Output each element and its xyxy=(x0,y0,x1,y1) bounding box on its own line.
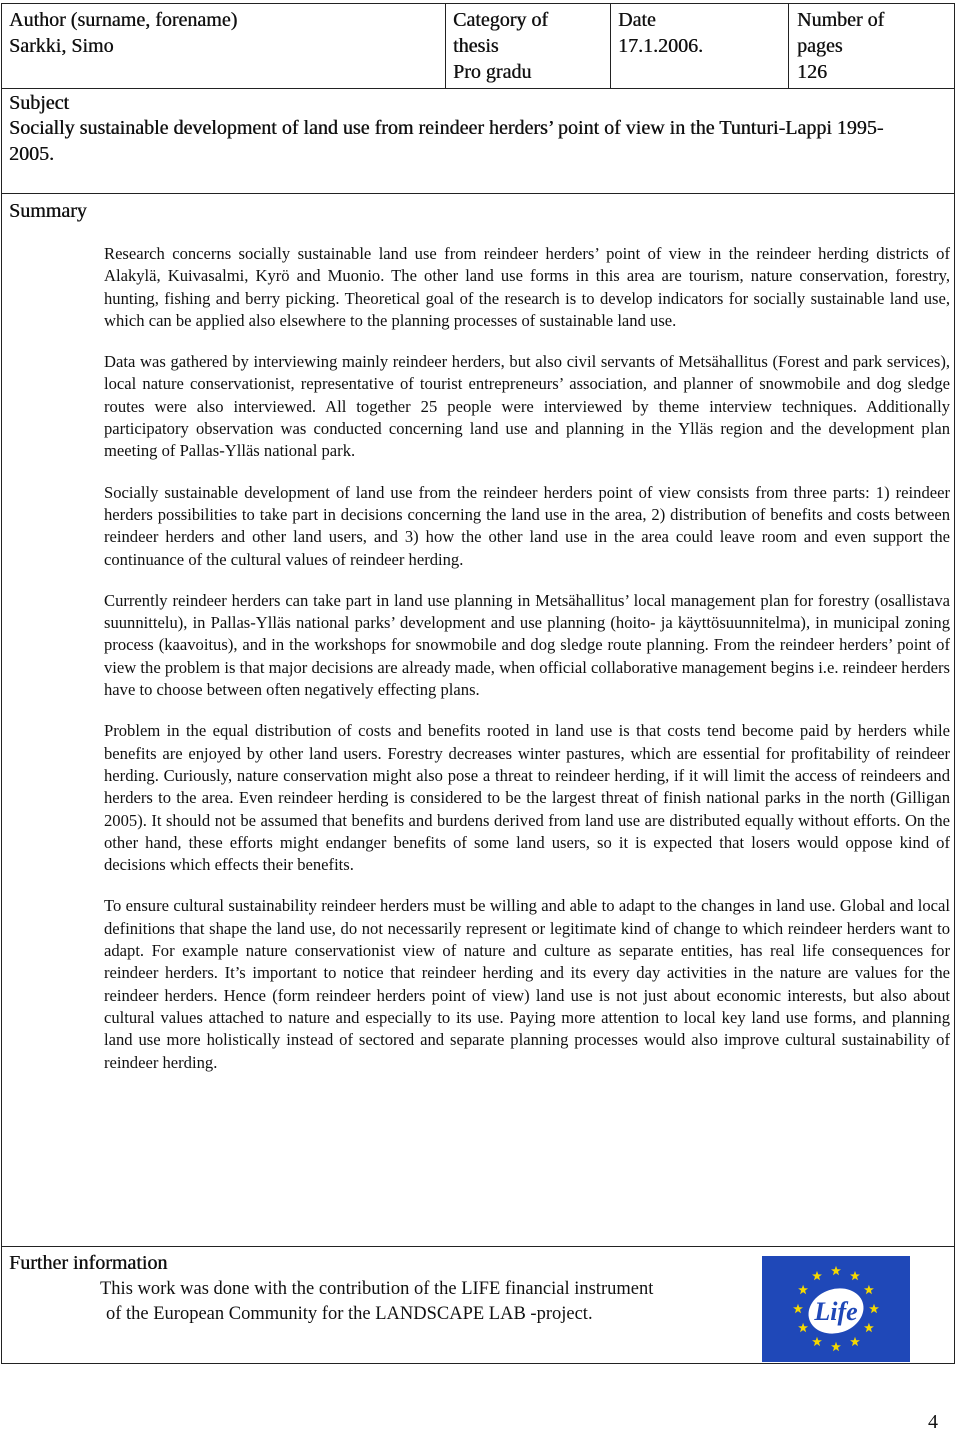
author-cell xyxy=(9,7,237,59)
further-info-text xyxy=(100,1277,760,1327)
pages-cell xyxy=(797,7,884,85)
life-wordmark: Life xyxy=(814,1297,858,1326)
category-label-line2: thesis xyxy=(453,35,499,57)
summary-body xyxy=(104,243,950,1093)
summary-label: Summary xyxy=(9,200,87,222)
category-cell xyxy=(453,7,548,85)
category-label-line1: Category of xyxy=(453,9,548,31)
header-divider xyxy=(1,88,955,89)
author-value: Sarkki, Simo xyxy=(9,35,114,57)
summary-paragraph: Data was gathered by interviewing mainly reindeer herders, but also civil servants of Metsähallitus (Forest and park services), local nature conservationist, representative of tourist entrepreneurs’ association, and planner of snowmobile and dog sledge routes were also interviewed. All together 25 people were interviewed by theme interview techniques. Additionally participatory observation was conducted concerning land use and planning in the Ylläs region and the development plan meeting of Pallas-Ylläs national park. xyxy=(104,352,950,461)
subject-divider xyxy=(1,193,955,194)
further-info-line1: This work was done with the contribution of the LIFE financial instrument xyxy=(100,1279,654,1299)
summary-paragraph: Socially sustainable development of land use from the reindeer herders point of view consists from three parts: 1) reindeer herders possibilities to take part in decisions concerning the land use in the area, 2) distribution of benefits and costs between reindeer herders and other land users, and 3) how the other land use in the area could leave room and even support the continuance of the cultural values of reindeer herding. xyxy=(104,482,950,569)
date-value: 17.1.2006. xyxy=(618,35,703,57)
page-number: 4 xyxy=(928,1411,938,1433)
subject-label: Subject xyxy=(9,92,69,114)
date-label: Date xyxy=(618,9,656,31)
pages-value: 126 xyxy=(797,61,827,83)
further-info-line2: of the European Community for the LANDSCAPE LAB -project. xyxy=(106,1304,593,1324)
header-col-divider-2 xyxy=(610,3,611,88)
further-divider xyxy=(1,1246,955,1247)
summary-paragraph: To ensure cultural sustainability reindeer herders must be willing and able to adapt to the changes in land use. Global and local definitions that shape the land use, do not necessarily represent or legitimate kind of change to which reindeer herders want to adapt. For example nature conservationist view of nature and culture as separate entities, has real life consequences for reindeer herders. It’s important to notice that reindeer herding and its every day activities in the nature are values for the reindeer herders. Hence (form reindeer herders point of view) land use is not just about economic interests, but also about cultural values attached to nature and especially to its use. Paying more attention to local key land use forms, and planning land use more holistically instead of sectored and separate planning processes would also improve cultural sustainability of reindeer herding. xyxy=(104,896,950,1072)
header-col-divider-3 xyxy=(788,3,789,88)
summary-paragraph: Currently reindeer herders can take part in land use planning in Metsähallitus’ local management plan for forestry (osallistava suunnittelu), in Pallas-Ylläs national parks’ development and use planning (hoito- ja käyttösuunnitelma), in municipal zoning process (kaavoitus), and in the workshops for snowmobile and dog sledge route planning. From the reindeer herders’ point of view the problem is that major decisions are already made, when official collaborative management begins i.e. reindeer herders have to choose between often negatively effecting plans. xyxy=(104,590,950,700)
summary-paragraph: Research concerns socially sustainable land use from reindeer herders’ point of view in the reindeer herding districts of Alakylä, Kuivasalmi, Kyrö and Muonio. The other land use forms in this area are tourism, nature conservation, forestry, hunting, fishing and berry picking. Theoretical goal of the research is to develop indicators for socially sustainable land use, which can be applied also elsewhere to the planning processes of sustainable land use. xyxy=(104,244,950,330)
summary-paragraph: Problem in the equal distribution of costs and benefits rooted in land use is that costs tend become paid by herders while benefits are enjoyed by other land users. Forestry decreases winter pastures, which are essential for profitability of reindeer herding. Curiously, nature conservation might also pose a threat to reindeer herding, if it will limit the access of reindeers and herders to the area. Even reindeer herding is considered to be the largest threat of finish national parks in the north (Gilligan 2005). It should not be assumed that benefits and burdens derived from land use are distributed equally without efforts. On the other hand, these efforts might endanger benefits of some land users, so it is expected that losers would oppose kind of decisions which effects their benefits. xyxy=(104,721,950,875)
further-info-label: Further information xyxy=(9,1252,168,1274)
header-col-divider-1 xyxy=(445,3,446,88)
eu-life-logo xyxy=(762,1256,910,1362)
author-label: Author (surname, forename) xyxy=(9,9,238,31)
subject-text: Socially sustainable development of land use from reindeer herders’ point of view in the Tunturi-Lappi 1995-2005. xyxy=(9,117,884,165)
pages-label-line1: Number of xyxy=(797,9,885,31)
pages-label-line2: pages xyxy=(797,35,843,57)
category-value: Pro gradu xyxy=(453,61,532,83)
date-cell xyxy=(618,7,703,59)
